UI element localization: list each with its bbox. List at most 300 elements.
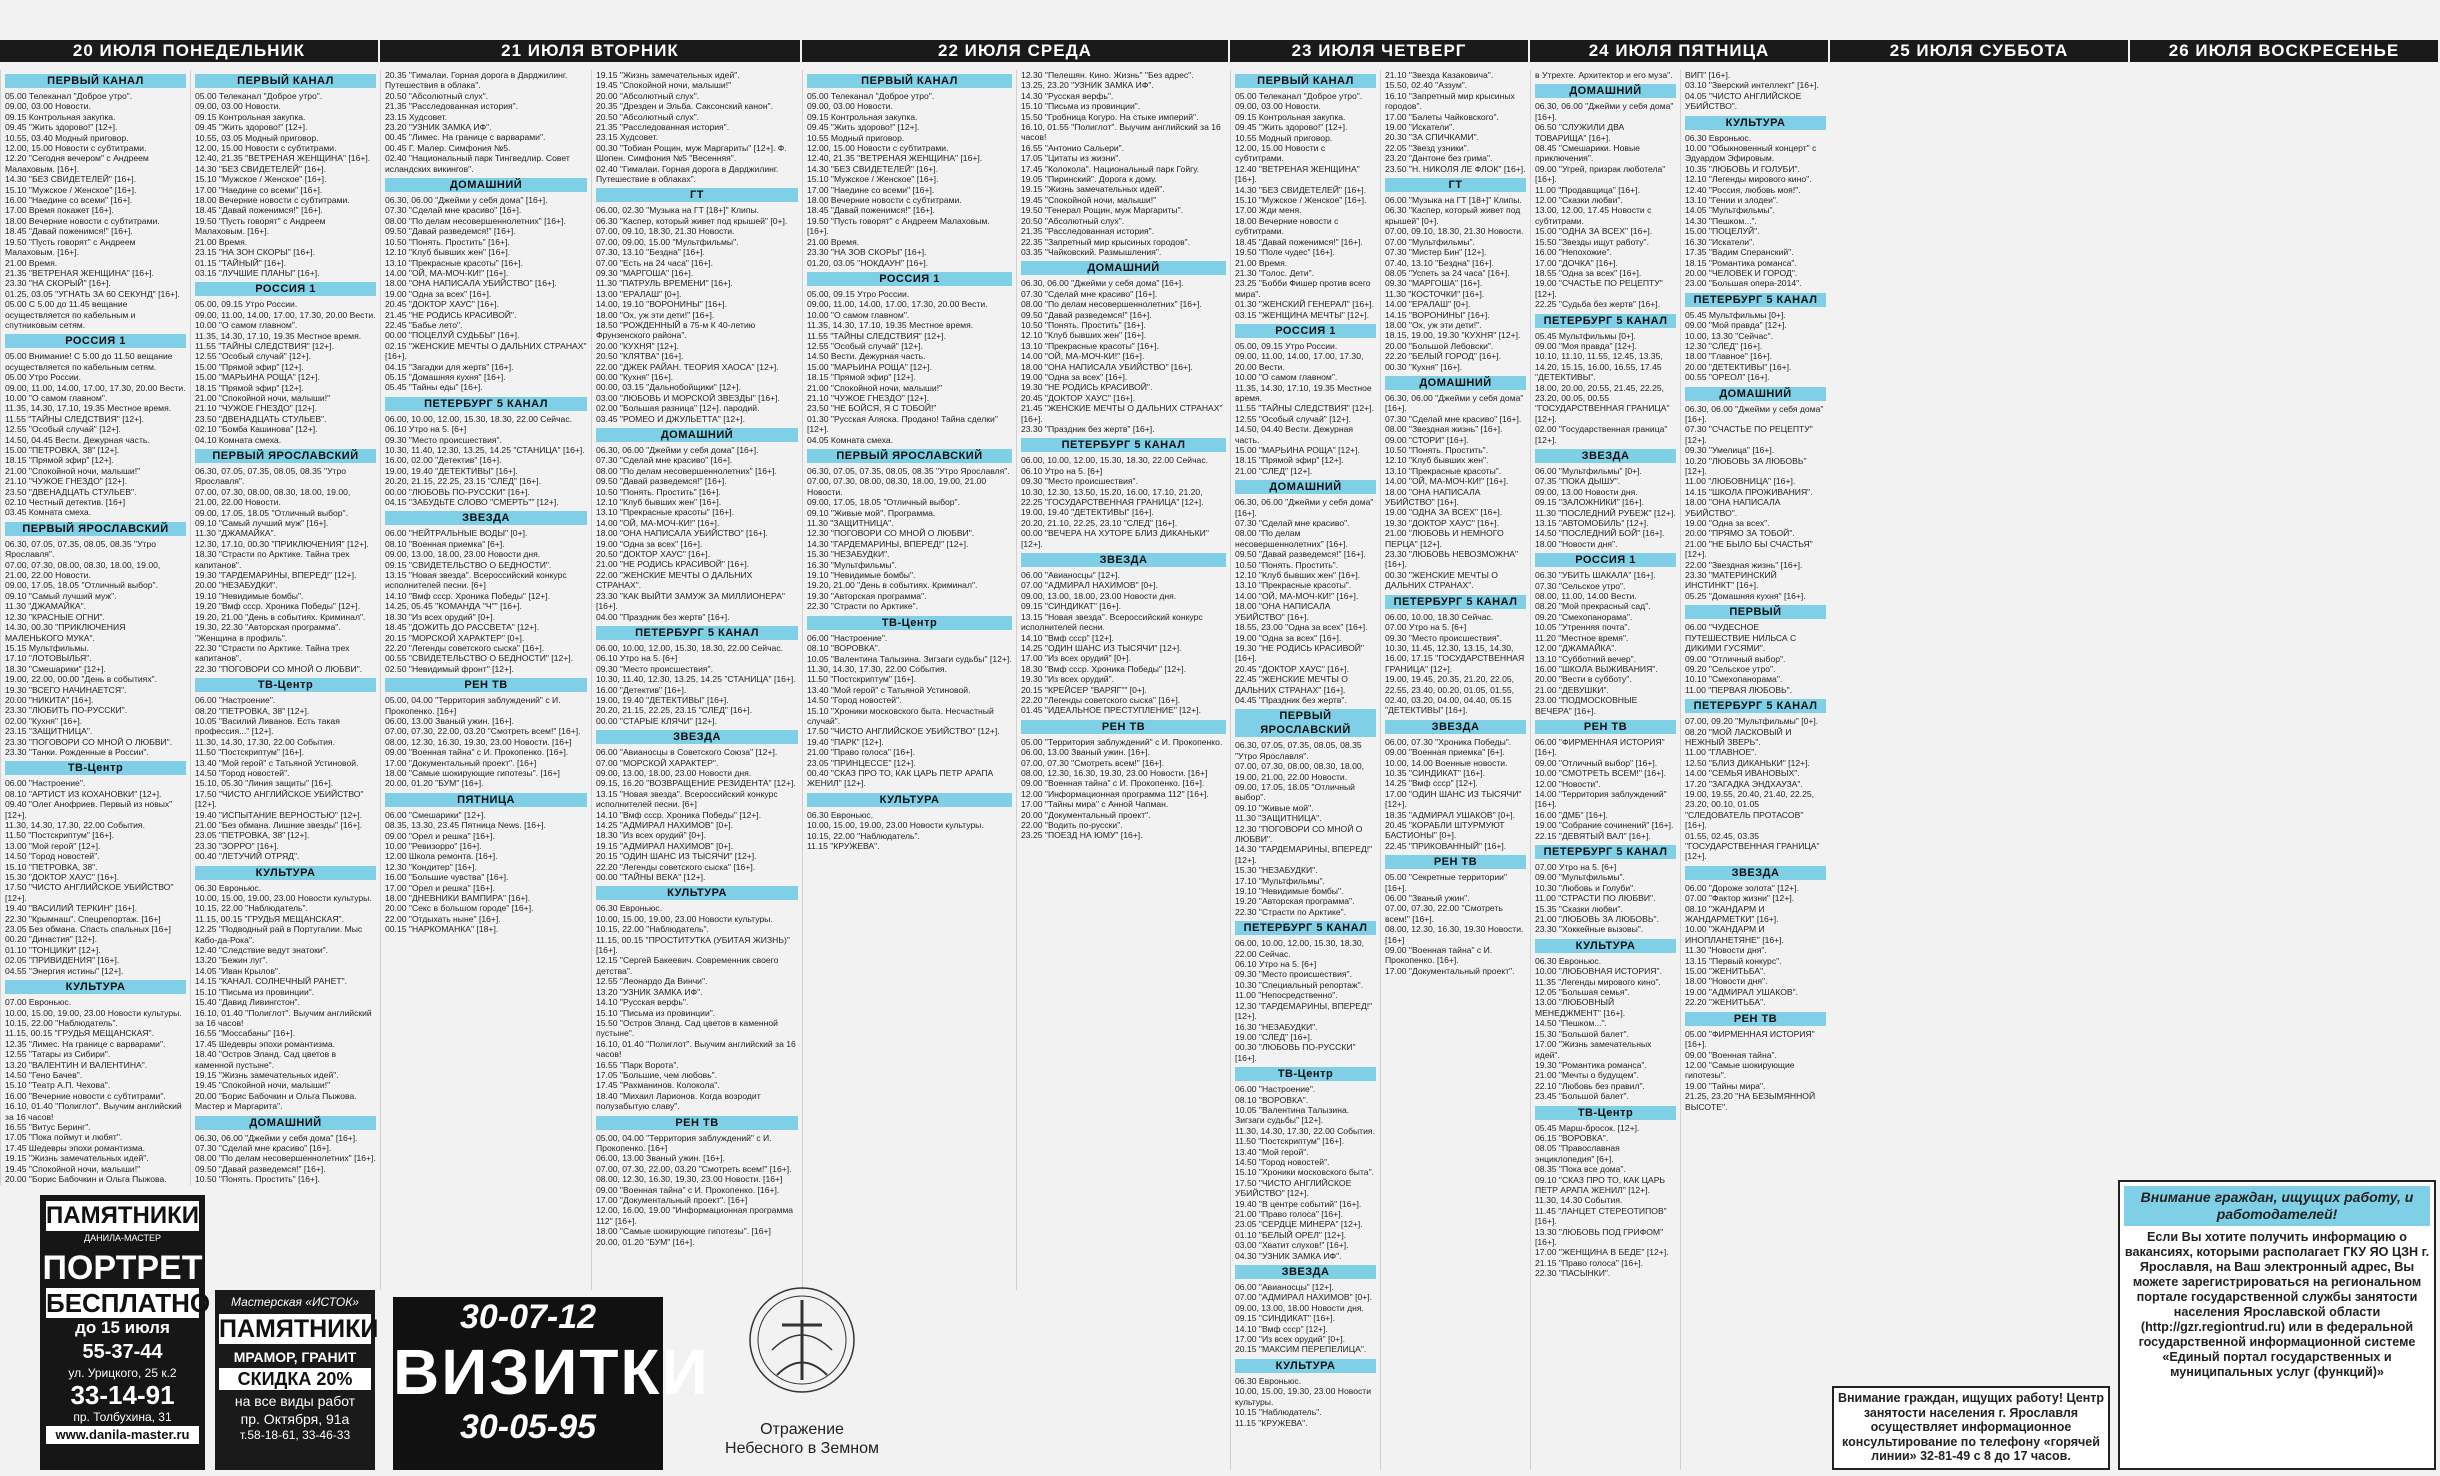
program-listing: 18.00 "Новости дня". bbox=[1535, 538, 1618, 549]
program-listing: 09.00 "Мультфильмы". bbox=[1535, 872, 1625, 883]
program-listing: 08.10 "АРТИСТ ИЗ КОХАНОВКИ" [12+]. bbox=[5, 788, 162, 799]
program-listing: 05.00 "Секретные территории" [16+]. bbox=[1385, 872, 1508, 893]
program-listing: 13.00 "ЕРАЛАШ" [0+]. bbox=[596, 288, 682, 299]
program-listing: 08.00, 11.00, 14.00 Вести. bbox=[1535, 591, 1637, 602]
program-listing: 00.55 "СВИДЕТЕЛЬСТВО О БЕДНОСТИ" [12+]. bbox=[385, 653, 574, 664]
program-listing: 16.30 "Искатели". bbox=[1685, 236, 1755, 247]
program-listing: 18.30 "Из всех орудий" [0+]. bbox=[385, 611, 495, 622]
program-listing: 06.00 "Званый ужин". bbox=[1385, 893, 1470, 904]
program-listing: 12.30 "ПОГОВОРИ СО МНОЙ О ЛЮБВИ". bbox=[807, 528, 975, 539]
program-listing: 10.55, 03.40 Модный приговор. bbox=[5, 132, 129, 143]
program-listing: 09.30 "Место происшествия". bbox=[1021, 476, 1138, 487]
program-listing: 12.40 "ВЕТРЕНАЯ ЖЕНЩИНА" [16+]. bbox=[1235, 163, 1360, 185]
ad-caption-1: Отражение bbox=[760, 1421, 844, 1438]
program-listing: 21.00 "Без обмана. Лишние звезды" [16+]. bbox=[195, 820, 363, 830]
program-listing: 07.30 "Мистер Бин" [12+]. bbox=[1385, 247, 1487, 258]
program-listing: 06.30 Евроньюс. bbox=[596, 903, 663, 914]
program-listing: 22.00 "ДЖЕК РАЙАН. ТЕОРИЯ ХАОСА" [12+]. bbox=[596, 361, 779, 372]
program-listing: 17.05 "Большие, чем любовь". bbox=[596, 1069, 718, 1080]
program-listing: 18.00 "Самые шокирующие гипотезы". [16+] bbox=[596, 1226, 771, 1237]
program-listing: 09.50 "Давай разведемся!" [16+]. bbox=[596, 476, 727, 487]
program-listing: 12.00 "Сказки любви". bbox=[1535, 195, 1623, 206]
program-listing: 08.00, 12.30, 16.30, 19.30, 23.00 Новости. [16+] bbox=[385, 736, 572, 747]
program-listing: 12.30 "ПОГОВОРИ СО МНОЙ О ЛЮБВИ". bbox=[1235, 823, 1363, 844]
program-listing: 16.10, 01.55 "Полиглот". Выучим английский за 16 часов! bbox=[1021, 122, 1221, 143]
program-listing: 21.00 "Право голоса" [16+]. bbox=[1235, 1209, 1343, 1219]
program-listing: 11.20 "Местное время". bbox=[1535, 632, 1629, 643]
program-listing: 18.50 "РОЖДЕННЫЙ в 75-м К 40-летию Фрунзенского района". bbox=[596, 319, 756, 341]
channel-heading: РЕН ТВ bbox=[385, 678, 587, 692]
program-listing: 01.30 "Русская Аляска. Продано! Тайна сделки" [12+]. bbox=[807, 413, 998, 435]
program-listing: 07.00, 07.30, 08.00, 08.30, 18.00, 19.00, 21.00, 22.00 Новости. bbox=[195, 486, 351, 508]
program-listing: 10.30 "Специальный репортаж". bbox=[1235, 979, 1364, 990]
program-listing: 12.40, 21.35 "ВЕТРЕНАЯ ЖЕНЩИНА" [16+]. bbox=[195, 153, 371, 164]
program-listing: 21.30 "Голос. Дети". bbox=[1235, 267, 1315, 278]
program-listing: 15.00 "МАРЬИНА РОЩА" [12+]. bbox=[807, 361, 932, 372]
program-listing: 09.00 "СТОРИ" [16+]. bbox=[1385, 434, 1469, 445]
program-listing: 10.00, 15.00, 19.00, 23.00 Новости культуры. bbox=[195, 893, 372, 904]
channel-heading: ПЕРВЫЙ ЯРОСЛАВСКИЙ bbox=[195, 449, 376, 463]
program-listing: 20.00 "ДЕТЕКТИВЫ" [16+]. bbox=[1685, 361, 1792, 372]
program-listing: 10.30, 12.30, 13.50, 15.20, 16.00, 17.10, 21.20, 22.25 "ГОСУДАРСТВЕННАЯ ГРАНИЦА" [12+]. bbox=[1021, 486, 1204, 508]
channel-heading: ПЕТЕРБУРГ 5 КАНАЛ bbox=[1685, 699, 1826, 713]
program-listing: 21.00 "ЛЮБОВЬ И НЕМНОГО ПЕРЦА" [12+]. bbox=[1385, 528, 1504, 549]
program-listing: 11.30, 14.30, 17.30, 22.00 События. bbox=[1235, 1125, 1375, 1136]
program-listing: 11.30, 14.30 События. bbox=[1535, 1195, 1623, 1206]
program-listing: 11.35, 14.30, 17.10, 19.35 Местное время. bbox=[1235, 382, 1372, 403]
program-listing: 19.45 "Спокойной ночи, малыши!" bbox=[5, 1163, 141, 1174]
program-listing: 18.00 Вечерние новости с субтитрами. bbox=[195, 195, 350, 206]
program-listing: 04.15 "Загадки для жертв" [16+]. bbox=[385, 361, 514, 372]
program-listing: 16.10, 01.40 "Полиглот". Выучим английский за 16 часов! bbox=[596, 1038, 796, 1060]
program-listing: 20.20, 21.15, 22.25, 23.15 "СЛЕД" [16+]. bbox=[385, 476, 542, 487]
program-listing: 08.10 "ЖАНДАРМ И ЖАНДАРМЕТКИ" [16+]. bbox=[1685, 903, 1779, 925]
program-listing: 12.30 "КРАСНЫЕ ОГНИ". bbox=[5, 611, 105, 622]
program-listing: 23.30 "ЛЮБИТЬ ПО-РУССКИ". bbox=[5, 705, 128, 716]
program-listing: 19.30 "Романтика романса". bbox=[1535, 1059, 1647, 1070]
program-listing: 19.50 "Пусть говорят" с Андреем Малаховым. [16+]. bbox=[5, 236, 136, 258]
program-listing: 12.30 "Кондитер" [16+]. bbox=[385, 861, 477, 872]
program-listing: 14.00 "СЕМЬЯ ИВАНОВЫХ". bbox=[1685, 768, 1800, 779]
program-listing: 14.10 "Вмф ссср" [12+]. bbox=[1235, 1323, 1328, 1334]
program-listing: 18.15 "Прямой эфир" [12+]. bbox=[5, 455, 114, 466]
channel-heading: РЕН ТВ bbox=[1385, 855, 1526, 869]
program-listing: 22.15 "ДЕВЯТЫЙ ВАЛ" [16+]. bbox=[1535, 830, 1651, 841]
program-listing: 10.00, 13.30 "Сейчас". bbox=[1685, 330, 1774, 341]
channel-heading: ДОМАШНИЙ bbox=[1685, 387, 1826, 401]
ad-phone-1: 55-37-44 bbox=[82, 1341, 163, 1363]
program-listing: 13.10 "Прекрасные красоты". bbox=[1385, 465, 1502, 476]
program-listing: 23.05 "СЕРДЦЕ МИНЕРА" [12+]. bbox=[1235, 1219, 1363, 1230]
program-listing: 09.00, 13.00, 18.00 Новости дня. bbox=[1235, 1302, 1364, 1313]
program-listing: 14.30, 00.30 "ПРИКЛЮЧЕНИЯ МАЛЕНЬКОГО МУКА". bbox=[5, 622, 126, 643]
program-listing: 10.50 "Понять. Простить" [16+]. bbox=[195, 1174, 320, 1185]
program-listing: 06.10 Утро на 5. [6+] bbox=[596, 653, 678, 664]
program-listing: 07.30 "Сделай мне красиво" [16+]. bbox=[195, 1142, 332, 1153]
program-listing: 19.50 "Пусть говорят" с Андреем Малаховым. [16+]. bbox=[807, 215, 990, 237]
program-listing: 17.35 "Вадим Сперанский". bbox=[1685, 247, 1794, 258]
program-listing: 13.40 "Мой герой". bbox=[1235, 1146, 1309, 1157]
program-listing: 09.10 "СКАЗ ПРО ТО, КАК ЦАРЬ ПЕТР АРАПА ЖЕНИЛ" [12+]. bbox=[1535, 1174, 1666, 1195]
program-listing: 11.15 "КРУЖЕВА". bbox=[807, 841, 880, 851]
program-listing: 15.15 Мультфильмы. bbox=[5, 642, 89, 653]
program-listing: 23.30 "Танки. Рожденные в России". bbox=[5, 746, 149, 757]
program-listing: 19.20 "Вмф ссср. Хроника Победы" [12+]. bbox=[195, 601, 361, 612]
program-listing: 22.30 "ПОГОВОРИ СО МНОЙ О ЛЮБВИ". bbox=[195, 663, 363, 674]
program-listing: 00.40 "ЛЕТУЧИЙ ОТРЯД". bbox=[195, 851, 300, 862]
program-listing: 13.40 "Мой герой" с Татьяной Устиновой. bbox=[807, 684, 971, 695]
program-listing: 19.00 "ОДНА ЗА ВСЕХ" [16+]. bbox=[1385, 507, 1503, 518]
schedule-column bbox=[802, 70, 1016, 1290]
program-listing: 02.05 "ПРИВИДЕНИЯ" [16+]. bbox=[5, 955, 120, 966]
istok-ad bbox=[215, 1290, 379, 1470]
program-listing: 16.00 "Вечерние новости с субтитрами". bbox=[5, 1090, 166, 1101]
program-listing: 20.00 "НИКИТА" [16+]. bbox=[5, 694, 94, 705]
program-listing: 11.00 "СТРАСТИ ПО ЛЮБВИ". bbox=[1535, 893, 1656, 904]
program-listing: 11.15 "КРУЖЕВА". bbox=[1235, 1417, 1308, 1428]
program-listing: 08.10 "Военная приемка" [6+]. bbox=[385, 538, 505, 549]
program-listing: 15.00 "МАРЬИНА РОЩА" [12+]. bbox=[1235, 445, 1360, 455]
channel-heading: ПЕТЕРБУРГ 5 КАНАЛ bbox=[1235, 921, 1376, 935]
program-listing: 14.30 "БЕЗ СВИДЕТЕЛЕЙ" [16+]. bbox=[5, 174, 137, 185]
program-listing: 06.00 "Настроение". bbox=[807, 632, 888, 643]
program-listing: 19.00, 19.55, 20.40, 21.40, 22.25, 23.20, 00.10, 01.05 "СЛЕДОВАТЕЛЬ ПРОТАСОВ" [16+]. bbox=[1685, 788, 1815, 831]
program-listing: 12.55 "Особый случай" [12+]. bbox=[5, 424, 121, 435]
program-listing: 17.45 Шедевры эпохи романтизма. bbox=[195, 1038, 336, 1049]
program-listing: 10.10, 11.10, 11.55, 12.45, 13.35, 14.20, 15.15, 16.00, 16.55, 17.45 "ДЕТЕКТИВЫ". bbox=[1535, 351, 1663, 383]
program-listing: 11.55 "ТАЙНЫ СЛЕДСТВИЯ" [12+]. bbox=[5, 413, 144, 424]
notice-heading: Внимание граждан, ищущих работу, и работодателей! bbox=[2124, 1186, 2430, 1226]
program-listing: 12.10 "Клуб бывших жен" [16+]. bbox=[1021, 330, 1147, 341]
program-listing: 12.00, 15.00 Новости с субтитрами. bbox=[807, 143, 949, 154]
program-listing: 07.30 "Сделай мне красиво" [16+]. bbox=[385, 205, 522, 216]
program-listing: 14.30 "БЕЗ СВИДЕТЕЛЕЙ" [16+]. bbox=[1235, 184, 1367, 195]
program-listing: 07.30 "Сельское утро". bbox=[1535, 580, 1626, 591]
program-listing: 09.00, 13.00, 18.00, 23.00 Новости дня. bbox=[596, 767, 752, 778]
program-listing: 10.00 "СМОТРЕТЬ ВСЕМ!" [16+]. bbox=[1535, 768, 1666, 779]
program-listing: 22.20 "Легенды советского сыска" [16+]. bbox=[385, 642, 545, 653]
program-listing: 19.45 "Спокойной ночи, малыши!" bbox=[195, 1080, 331, 1091]
program-listing: 20.00 "Вести в субботу". bbox=[1535, 674, 1632, 685]
ad-phones: т.58-18-61, 33-46-33 bbox=[239, 1428, 351, 1442]
program-listing: 23.50 "ДВЕНАДЦАТЬ СТУЛЬЕВ". bbox=[195, 413, 327, 424]
program-listing: 06.00, 10.00, 12.00, 15.30, 18.30, 22.00 Сейчас. bbox=[1235, 938, 1365, 959]
church-ad bbox=[702, 1280, 902, 1470]
program-listing: 19.00, 19.40 "ДЕТЕКТИВЫ" [16+]. bbox=[385, 465, 518, 476]
program-listing: 20.45 "ДОКТОР ХАУС" [16+]. bbox=[385, 299, 500, 310]
program-listing: 16.10, 01.40 "Полиглот". Выучим английский за 16 часов! bbox=[5, 1101, 182, 1122]
program-listing: 11.35, 14.30, 17.10, 19.35 Местное время. bbox=[195, 330, 362, 341]
program-listing: 23.50 "НЕ БОЙСЯ, Я С ТОБОЙ!" bbox=[807, 403, 937, 414]
program-listing: 14.30 "ГАРДЕМАРИНЫ, ВПЕРЕД!" [12+]. bbox=[1235, 844, 1373, 865]
program-listing: 09.15 "СИНДИКАТ" [16+]. bbox=[1021, 601, 1122, 612]
program-listing: 17.00 "ОДИН ШАНС ИЗ ТЫСЯЧИ" [12+]. bbox=[1385, 788, 1522, 810]
program-listing: 18.00 "ОНА НАПИСАЛА УБИЙСТВО" [16+]. bbox=[1385, 486, 1481, 508]
program-listing: 00.00 "Кухня" [16+]. bbox=[596, 371, 674, 382]
program-listing: 09.15 Контрольная закупка. bbox=[807, 111, 918, 122]
program-listing: 21.00 "Спокойной ночи, малыши!" bbox=[807, 382, 943, 393]
program-listing: 19.00 "Искатели". bbox=[1385, 122, 1455, 133]
program-listing: 12.10 "Легенды мирового кино". bbox=[1685, 174, 1812, 185]
program-listing: 10.00, 15.00, 19.00, 23.00 Новости культуры. bbox=[596, 913, 773, 924]
program-listing: 14.00 "ОЙ, МА-МОЧ-КИ!" [16+]. bbox=[1235, 590, 1359, 601]
program-listing: 13.00, 12.00, 17.45 Новости с субтитрами. bbox=[1535, 205, 1652, 226]
channel-heading: ТВ-Центр bbox=[807, 616, 1012, 630]
program-listing: 19.00 "СЛЕД" [16+]. bbox=[1235, 1031, 1313, 1042]
program-listing: 07.00 "Есть на 24 часа" [16+]. bbox=[596, 257, 714, 268]
program-listing: 09.00 "Отличный выбор". bbox=[1685, 653, 1786, 664]
channel-heading: ДОМАШНИЙ bbox=[1021, 261, 1226, 275]
program-listing: 00.30 "ЛЮБОВЬ ПО-РУССКИ" [16+]. bbox=[1235, 1042, 1356, 1063]
program-listing: 02.10 Честный детектив. [16+] bbox=[5, 497, 126, 508]
program-listing: 19.40 "ВАСИЛИЙ ТЕРКИН" [16+]. bbox=[5, 903, 137, 914]
program-listing: 14.25, 05.45 "КОМАНДА "Ч"" [16+]. bbox=[385, 601, 522, 612]
program-listing: 16.30 "Мультфильмы". bbox=[807, 559, 897, 570]
program-listing: 21.00 "Спокойной ночи, малыши!" bbox=[195, 392, 331, 403]
program-listing: 00.00 "ВЕЧЕРА НА ХУТОРЕ БЛИЗ ДИКАНЬКИ" [12+]. bbox=[1021, 528, 1209, 549]
ad-deadline: до 15 июля bbox=[75, 1318, 170, 1337]
program-listing: 20.15 "МАКСИМ ПЕРЕПЕЛИЦА". bbox=[1235, 1344, 1367, 1355]
program-listing: 12.00 "ДЖАМАЙКА". bbox=[1535, 643, 1617, 654]
program-listing: 02.50 "Невидимый фронт" [12+]. bbox=[385, 663, 514, 674]
program-listing: 17.20 "ЗАГАДКА ЭНДХАУЗА". bbox=[1685, 778, 1803, 789]
program-listing: 20.50 "Абсолютный слух". bbox=[1021, 215, 1125, 226]
ad-discount: СКИДКА 20% bbox=[219, 1368, 371, 1390]
program-listing: 09.00, 11.00, 14.00, 17.00, 17.30, 20.00 Вести. bbox=[195, 309, 376, 320]
program-listing: 11.15, 00.15 "ГРУДЬЯ МЕЩАНСКАЯ". bbox=[5, 1028, 154, 1039]
program-listing: 15.50, 02.40 "Аззум". bbox=[1385, 80, 1468, 91]
program-listing: 04.05 Комната смеха. bbox=[807, 434, 894, 445]
program-listing: 19.30 "НЕ РОДИСЬ КРАСИВОЙ". bbox=[1021, 382, 1153, 393]
program-listing: 05.25 "Домашняя кухня" [16+]. bbox=[1685, 590, 1806, 601]
program-listing: 21.00 "СЛЕД" [12+]. bbox=[1235, 465, 1313, 476]
program-listing: 20.00, 01.20 "БУМ" [16+]. bbox=[385, 778, 484, 789]
program-listing: 11.30, 14.30, 17.30, 22.00 События. bbox=[195, 736, 335, 747]
program-listing: 18.00 "ОНА НАПИСАЛА УБИЙСТВО" [16+]. bbox=[385, 278, 557, 289]
program-listing: 06.30, 07.05, 07.35, 08.05, 08.35 "Утро Ярославля". bbox=[5, 538, 157, 560]
program-listing: 14.15 "ВОРОНИНЫ" [16+]. bbox=[1385, 309, 1490, 320]
channel-heading: ДОМАШНИЙ bbox=[385, 178, 587, 192]
program-listing: 19.15 "Жизнь замечательных идей". bbox=[1021, 184, 1165, 195]
program-listing: 20.45 "КОРАБЛИ ШТУРМУЮТ БАСТИОНЫ" [0+]. bbox=[1385, 820, 1505, 841]
program-listing: 23.50 "Н. НИКОЛЯ ЛЕ ФЛОК" [16+]. bbox=[1385, 163, 1526, 174]
program-listing: 09.00 "Мой правда" [12+]. bbox=[1685, 320, 1787, 331]
program-listing: 21.10 "ЧУЖОЕ ГНЕЗДО" [12+]. bbox=[5, 476, 127, 487]
channel-heading: ЗВЕЗДА bbox=[1385, 720, 1526, 734]
program-listing: 13.15 "АВТОМОБИЛЬ" [12+]. bbox=[1535, 518, 1649, 529]
program-listing: 22.30 "Страсти по Арктике". bbox=[1235, 906, 1347, 917]
program-listing: 17.50 "ЧИСТО АНГЛИЙСКОЕ УБИЙСТВО" [12+]. bbox=[5, 882, 174, 903]
program-listing: 23.30 "ПОГОВОРИ СО МНОЙ О ЛЮБВИ". bbox=[5, 736, 173, 747]
ad-address-1: ул. Урицкого, 25 к.2 bbox=[68, 1366, 177, 1380]
program-listing: 19.00, 19.40 "ДЕТЕКТИВЫ" [16+]. bbox=[596, 694, 729, 705]
program-listing: 12.00, 15.00 Новости с субтитрами. bbox=[195, 143, 337, 154]
channel-heading: РЕН ТВ bbox=[596, 1116, 798, 1130]
channel-heading: РОССИЯ 1 bbox=[1235, 324, 1376, 338]
program-listing: 15.10 "Мужское / Женское" [16+]. bbox=[807, 174, 939, 185]
program-listing: 21.00 Время. bbox=[195, 236, 248, 247]
program-listing: 15.30 "НЕЗАБУДКИ". bbox=[807, 549, 890, 560]
program-listing: 03.00 "Хватит слухов!" [16+]. bbox=[1235, 1240, 1349, 1251]
program-listing: 22.35 "Запретный мир крысиных городов". bbox=[1021, 236, 1191, 247]
program-listing: 09.00, 03.00 Новости. bbox=[807, 101, 893, 112]
channel-heading: ЗВЕЗДА bbox=[596, 730, 798, 744]
program-listing: 18.55 "Одна за всех" [16+]. bbox=[1535, 267, 1642, 278]
program-listing: 07.00 Утро на 5. [6+] bbox=[1535, 862, 1617, 872]
ad-discount-note: на все виды работ bbox=[234, 1393, 356, 1409]
program-listing: 05.00 "ФИРМЕННАЯ ИСТОРИЯ" [16+]. bbox=[1685, 1028, 1815, 1050]
program-listing: 09.00 "Орел и решка" [16+]. bbox=[385, 830, 495, 841]
program-listing: 18.00 "ОНА НАПИСАЛА УБИЙСТВО". bbox=[1685, 497, 1781, 518]
day-header: 20 ИЮЛЯ ПОНЕДЕЛЬНИК bbox=[0, 40, 378, 62]
program-listing: 09.15 Контрольная закупка. bbox=[195, 111, 306, 122]
program-listing: 15.30 "Большой балет". bbox=[1535, 1028, 1629, 1039]
program-listing: 13.25, 23.20 "УЗНИК ЗАМКА ИФ". bbox=[1021, 80, 1154, 91]
program-listing: 19.15 "АДМИРАЛ НАХИМОВ" [0+]. bbox=[596, 840, 734, 851]
program-listing: 07.00, 09.10, 18.30, 21.30 Новости. bbox=[1385, 226, 1524, 237]
program-listing: 02.00 "Большая разница" [12+]. пародий. bbox=[596, 403, 760, 414]
program-listing: 20.00 "Борис Бабочкин и Ольга Пыжова. Мастер и Маргарита". bbox=[195, 1090, 357, 1112]
program-listing: 20.45 "ДОКТОР ХАУС" [16+]. bbox=[1235, 663, 1350, 674]
program-listing: 18.00 Вечерние новости с субтитрами. bbox=[807, 195, 962, 206]
program-listing: 18.15 "Прямой эфир" [12+]. bbox=[195, 382, 304, 393]
channel-heading: ГТ bbox=[1385, 178, 1526, 192]
program-listing: 16.55 "Витус Беринг". bbox=[5, 1121, 91, 1132]
channel-heading: РОССИЯ 1 bbox=[195, 282, 376, 296]
program-listing: 15.00 "Прямой эфир" [12+]. bbox=[195, 361, 304, 372]
program-listing: 10.50 "Понять. Простить" [16+]. bbox=[596, 486, 721, 497]
program-listing: 22.00 "ЖЕНСКИЕ МЕЧТЫ О ДАЛЬНИХ СТРАНАХ". bbox=[596, 569, 753, 591]
program-listing: 04.45 "Праздник без жертв". bbox=[1235, 694, 1347, 705]
program-listing: 06.00 "Настроение". bbox=[195, 695, 276, 706]
program-listing: 19.00 "Одна за всех" [16+]. bbox=[385, 288, 492, 299]
program-listing: 04.55 "Энергия истины" [12+]. bbox=[5, 965, 124, 976]
program-listing: 15.10 "Мужское / Женское" [16+]. bbox=[195, 174, 327, 185]
ad-address: пр. Октября, 91а bbox=[240, 1411, 350, 1427]
program-listing: 12.55 "Татары из Сибири". bbox=[5, 1049, 111, 1060]
day-header: 22 ИЮЛЯ СРЕДА bbox=[802, 40, 1228, 62]
channel-heading: ПЯТНИЦА bbox=[385, 793, 587, 807]
program-listing: 21.15 "Право голоса" [16+]. bbox=[1535, 1257, 1643, 1268]
schedule-column bbox=[1530, 70, 1680, 1470]
channel-heading: ПЕРВЫЙ КАНАЛ bbox=[5, 74, 186, 88]
program-listing: 17.00 "Из всех орудий" [0+]. bbox=[1021, 653, 1131, 664]
program-listing: 11.50 "Постскриптум" [16+]. bbox=[195, 747, 305, 758]
program-listing: 12.15 "Сергей Бакеевич. Современник своего детства". bbox=[596, 955, 779, 976]
program-listing: 18.00 "Ох, уж эти дети!". bbox=[1385, 319, 1482, 330]
program-listing: 21.35 "Расследованная история". bbox=[596, 122, 730, 133]
channel-heading: ТВ-Центр bbox=[195, 678, 376, 692]
program-listing: 23.00 "Большая опера-2014". bbox=[1685, 278, 1802, 289]
program-listing: 19.00 "Одна за всех" [16+]. bbox=[596, 538, 703, 549]
program-listing: 06.00, 02.30 "Музыка на ГТ [18+]" Клипы. bbox=[596, 205, 760, 216]
program-listing: 21.45 "НЕ РОДИСЬ КРАСИВОЙ". bbox=[385, 309, 517, 320]
program-listing: 23.30 "Хоккейные вызовы". bbox=[1535, 924, 1644, 935]
program-listing: 07.40, 13.10 "Бездна" [16+]. bbox=[1385, 257, 1494, 268]
ad-workshop: Мастерская «ИСТОК» bbox=[231, 1295, 359, 1309]
program-listing: 10.35 "СИНДИКАТ" [16+]. bbox=[1385, 767, 1486, 778]
program-listing: 10.00 "Ревизорро" [16+]. bbox=[385, 841, 482, 851]
program-listing: 18.00 "ОНА НАПИСАЛА УБИЙСТВО" [16+]. bbox=[1021, 361, 1193, 372]
program-listing: 02.40 "Национальный парк Тингведлир. Совет исландских викингов". bbox=[385, 153, 570, 174]
channel-heading: КУЛЬТУРА bbox=[1535, 939, 1676, 953]
program-listing: 22.00 "Водить по-русски". bbox=[1021, 820, 1123, 830]
program-listing: 11.45 "ЛАНЦЕТ СТЕРЕОТИПОВ" [16+]. bbox=[1535, 1205, 1667, 1227]
program-listing: 10.50 "Понять. Простить". bbox=[1235, 559, 1339, 570]
channel-heading: РЕН ТВ bbox=[1685, 1012, 1826, 1026]
program-listing: 14.00 "ОЙ, МА-МОЧ-КИ!" [16+]. bbox=[385, 267, 509, 278]
ad-address-2: пр. Толбухина, 31 bbox=[73, 1410, 172, 1424]
channel-heading: ДОМАШНИЙ bbox=[1235, 480, 1376, 494]
program-listing: 09.00 "Военная тайна" с И. Прокопенко. [16+]. bbox=[385, 747, 569, 758]
program-listing: 00.15 "НАРКОМАНКА" [18+]. bbox=[385, 924, 499, 935]
program-listing: 09.15 Контрольная закупка. bbox=[5, 111, 116, 122]
program-listing: 03.35 "Чайковский. Размышления". bbox=[1021, 246, 1162, 257]
program-listing: 14.50 "Город новостей". bbox=[195, 767, 290, 778]
program-listing: 11.30 "ДЖАМАЙКА". bbox=[195, 528, 277, 539]
program-listing: 13.10 "Прекрасные красоты". bbox=[1235, 580, 1352, 591]
program-listing: 21.00 "Право голоса" [16+]. bbox=[807, 747, 915, 758]
program-listing: 19.30, 22.30 "Авторская программа". "Женщина в профиль". bbox=[195, 622, 341, 643]
program-listing: 12.00, 16.00, 19.00 "Информационная программа 112" [16+]. bbox=[596, 1205, 794, 1226]
program-listing: 10.30, 11.40, 12.30, 13.25, 14.25 "СТАНИЦА" [16+]. bbox=[596, 674, 796, 685]
program-listing: 10.05 "Утренняя почта". bbox=[1535, 622, 1630, 633]
program-listing: 18.40 "Михаил Ларионов. Когда возродит полузабытую славу". bbox=[596, 1090, 761, 1112]
program-listing: 20.50 "Абсолютный слух". bbox=[385, 90, 489, 101]
program-listing: 18.00 "ОНА НАПИСАЛА УБИЙСТВО" [16+]. bbox=[596, 528, 768, 539]
program-listing: 19.30 "НЕ РОДИСЬ КРАСИВОЙ" [16+]. bbox=[1235, 642, 1364, 664]
program-listing: 14.25 "АДМИРАЛ НАХИМОВ" [0+]. bbox=[596, 820, 734, 830]
program-listing: 13.15 "Новая звезда". Всероссийский конкурс исполнителей песни. bbox=[1021, 611, 1203, 633]
program-listing: 00.00 "СТАРЫЕ КЛЯЧИ" [12+]. bbox=[596, 715, 717, 726]
channel-heading: ГТ bbox=[596, 188, 798, 202]
program-listing: 19.00 "Одна за всех". bbox=[1685, 518, 1770, 529]
program-listing: 06.00, 10.00, 18.30 Сейчас. bbox=[1385, 611, 1494, 622]
channel-heading: ПЕРВЫЙ ЯРОСЛАВСКИЙ bbox=[5, 522, 186, 536]
program-listing: 06.30 "Каспер, который живет под крышей" [0+]. bbox=[1385, 205, 1521, 226]
program-listing: 09.00, 13.00, 18.00, 23.00 Новости дня. bbox=[385, 549, 541, 560]
program-listing: 22.05 "Звезд узники". bbox=[1385, 142, 1470, 153]
program-listing: 13.20 "ВАЛЕНТИН И ВАЛЕНТИНА". bbox=[5, 1059, 148, 1070]
program-listing: 09.00, 13.00 Новости дня. bbox=[1535, 486, 1638, 497]
program-listing: 18.00 "ДНЕВНИКИ ВАМПИРА" [16+]. bbox=[385, 893, 531, 904]
program-listing: 21.45 "ЖЕНСКИЕ МЕЧТЫ О ДАЛЬНИХ СТРАНАХ" [16+]. bbox=[1021, 403, 1223, 424]
program-listing: 06.30 Евроньюс. bbox=[807, 809, 874, 820]
program-listing: 06.30, 06.00 "Джейми у себя дома" [16+]. bbox=[195, 1132, 358, 1143]
program-listing: 22.25 "Судьба без жертв" [16+]. bbox=[1535, 299, 1661, 310]
channel-heading: ЗВЕЗДА bbox=[1535, 449, 1676, 463]
program-listing: 14.10 "Русская верфь". bbox=[596, 997, 689, 1008]
channel-heading: ЗВЕЗДА bbox=[1685, 866, 1826, 880]
program-listing: 15.10 "Театр А.П. Чехова". bbox=[5, 1080, 111, 1091]
program-listing: 23.05 "ПРИНЦЕССЕ" [12+]. bbox=[807, 757, 916, 768]
program-listing: 23.15 Худсовет. bbox=[596, 132, 658, 143]
program-listing: 13.10 "Гении и злодеи". bbox=[1685, 195, 1779, 206]
program-listing: 14.50 "Город новостей". bbox=[1235, 1156, 1330, 1167]
channel-heading: ТВ-Центр bbox=[1235, 1067, 1376, 1081]
program-listing: 15.40 "Давид Ливингстон". bbox=[195, 997, 300, 1008]
program-listing: 10.55 Модный приговор. bbox=[807, 132, 905, 143]
program-listing: 05.45 "Тайны еды" [16+]. bbox=[385, 382, 483, 393]
program-listing: 14.50 "Город новостей". bbox=[5, 851, 100, 862]
program-listing: 17.00 "Из всех орудий" [0+]. bbox=[1235, 1334, 1345, 1345]
program-listing: 12.20 "Сегодня вечером" с Андреем Малаховым. [16+]. bbox=[5, 153, 149, 174]
program-listing: 13.15 "Первый конкурс". bbox=[1685, 955, 1782, 966]
program-listing: 17.05 "Цитаты из жизни". bbox=[1021, 153, 1121, 164]
program-listing: 12.05 "Большая семья". bbox=[1535, 987, 1630, 998]
ad-phone-top: 30-07-12 bbox=[459, 1298, 597, 1336]
program-listing: 18.00, 20.00, 20.55, 21.45, 22.25, 23.20, 00.05, 00.55 "ГОСУДАРСТВЕННАЯ ГРАНИЦА" [12+]. bbox=[1535, 382, 1670, 424]
